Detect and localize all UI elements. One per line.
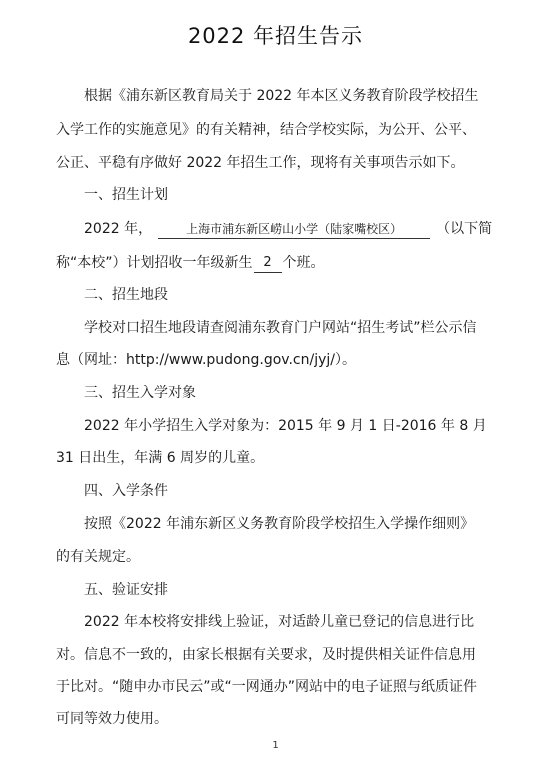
conditions-line-1: 按照《2022 年浦东新区义务教育阶段学校招生入学操作细则》 xyxy=(84,516,475,532)
verification-line-1: 2022 年本校将安排线上验证，对适龄儿童已登记的信息进行比 xyxy=(84,614,475,630)
target-line-2: 31 日出生，年满 6 周岁的儿童。 xyxy=(56,450,265,466)
verification-line-2: 对。信息不一致的，由家长根据有关要求，及时提供相关证件信息用 xyxy=(56,647,476,663)
class-count-field: 2 xyxy=(254,254,282,273)
section-heading-conditions: 四、入学条件 xyxy=(84,483,168,499)
district-line-1: 学校对口招生地段请查阅浦东教育门户网站“招生考试”栏公示信 xyxy=(84,320,477,336)
section-heading-district: 二、招生地段 xyxy=(84,287,168,303)
page-number: 1 xyxy=(272,740,279,751)
school-name-field: 上海市浦东新区崂山小学（陆家嘴校区） xyxy=(158,220,430,239)
plan-line-2-suffix: 个班。 xyxy=(282,255,325,271)
plan-line-1-suffix: （以下简 xyxy=(436,221,493,237)
plan-line-2 xyxy=(56,253,325,273)
district-line-2: 息（网址：http://www.pudong.gov.cn/jyj/）。 xyxy=(56,352,356,368)
section-heading-plan: 一、招生计划 xyxy=(84,187,168,203)
verification-line-3: 于比对。“随申办市民云”或“一网通办”网站中的电子证照与纸质证件 xyxy=(56,679,478,695)
intro-line-2: 入学工作的实施意见》的有关精神，结合学校实际，为公开、公平、 xyxy=(56,122,476,138)
intro-line-1: 根据《浦东新区教育局关于 2022 年本区义务教育阶段学校招生 xyxy=(84,88,479,104)
section-heading-target: 三、招生入学对象 xyxy=(84,385,196,401)
verification-line-4: 可同等效力使用。 xyxy=(56,711,168,727)
plan-line-1 xyxy=(84,219,492,239)
page-title: 2022 年招生告示 xyxy=(187,24,364,48)
conditions-line-2: 的有关规定。 xyxy=(56,549,140,565)
plan-line-1-prefix: 2022 年， xyxy=(84,221,153,237)
section-heading-verification: 五、验证安排 xyxy=(84,582,168,598)
target-line-1: 2022 年小学招生入学对象为：2015 年 9 月 1 日-2016 年 8 月 xyxy=(84,418,487,434)
intro-line-3: 公正、平稳有序做好 2022 年招生工作，现将有关事项告示如下。 xyxy=(56,155,465,171)
plan-line-2-prefix: 称“本校”）计划招收一年级新生 xyxy=(56,255,253,271)
